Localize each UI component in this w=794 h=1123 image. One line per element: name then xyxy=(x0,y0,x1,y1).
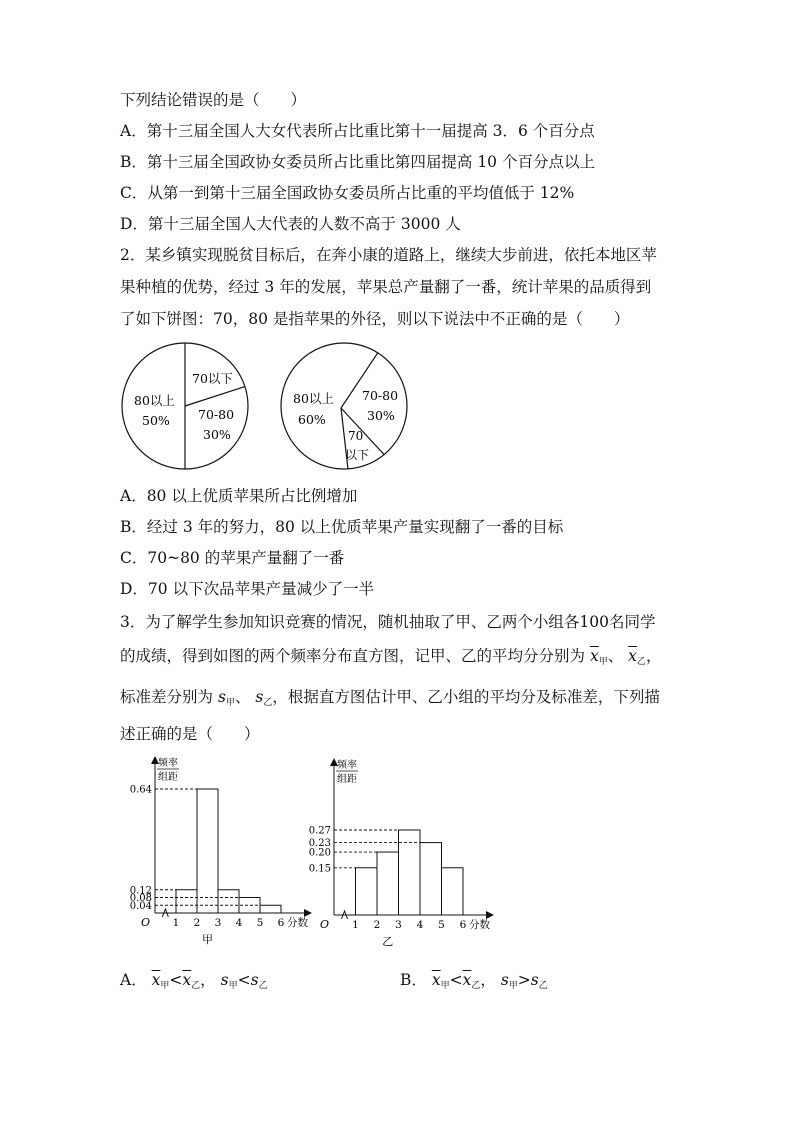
q3-option-b-label: B． xyxy=(400,971,427,989)
sd-yi-subscript: 乙 xyxy=(258,981,268,991)
q3-option-b xyxy=(400,970,548,996)
pie2-value-80plus: 60% xyxy=(298,412,326,427)
q3-option-a xyxy=(120,970,268,996)
histogram-bar xyxy=(218,890,239,913)
pie1-divider-mid xyxy=(185,387,245,406)
x-axis-label: 分数 xyxy=(287,917,308,929)
histogram-bar xyxy=(442,868,464,915)
y-tick-label: 0.15 xyxy=(308,863,331,875)
x-tick-label: 5 xyxy=(438,919,445,931)
histogram-yi xyxy=(309,758,492,948)
q1-option-c: C．从第一到第十三届全国政协女委员所占比重的平均值低于 12% xyxy=(120,184,575,202)
y-tick-label: 0.08 xyxy=(129,893,152,904)
y-label-bottom: 组距 xyxy=(158,772,178,783)
histogram-bar xyxy=(377,852,399,915)
pie2-value-70-80: 30% xyxy=(367,408,395,423)
x-tick-label: 6 xyxy=(459,919,467,931)
mean-jia-subscript: 甲 xyxy=(598,657,608,667)
x-tick-label: 3 xyxy=(214,917,222,929)
q1-option-b: B．第十三届全国政协女委员所占比重比第四届提高 10 个百分点以上 xyxy=(120,153,595,171)
mean-jia-subscript: 甲 xyxy=(440,981,450,991)
pie1-label-70-80: 70-80 xyxy=(198,407,235,422)
x-tick-label: 2 xyxy=(373,919,381,931)
sd-jia-symbol: s xyxy=(217,688,226,706)
x-tick-label: 4 xyxy=(416,919,424,931)
q2-option-c: C．70~80 的苹果产量翻了一番 xyxy=(120,549,345,567)
histogram-bar xyxy=(176,890,197,913)
q1-option-a: A．第十三届全国人大女代表所占比重比第十一届提高 3．6 个百分点 xyxy=(120,122,595,140)
sd-yi-symbol: s xyxy=(250,971,259,989)
q3-stem-line2-text: 的成绩，得到如图的两个频率分布直方图，记甲、乙的平均分分别为 xyxy=(120,647,586,665)
y-tick-label: 0.23 xyxy=(308,838,331,850)
histogram-bar xyxy=(260,905,281,913)
histogram-bar xyxy=(356,868,378,915)
mean-jia-symbol: $\overline{x}$ xyxy=(589,647,599,665)
y-tick-label: 0.04 xyxy=(129,900,152,912)
x-tick-label: 1 xyxy=(352,919,359,931)
pie-chart-after xyxy=(281,343,407,469)
x-tick-label: 2 xyxy=(193,917,201,929)
histogram-bar xyxy=(197,789,218,913)
x-tick-label: 4 xyxy=(235,917,243,929)
origin-label: O xyxy=(141,916,151,929)
q3-stem-line2 xyxy=(120,646,661,672)
sd-jia-symbol: s xyxy=(500,971,509,989)
mean-jia-subscript: 甲 xyxy=(160,981,170,991)
sd-yi-subscript: 乙 xyxy=(538,981,548,991)
y-tick-label: 0.27 xyxy=(308,825,331,837)
q1-option-d: D．第十三届全国人大代表的人数不高于 3000 人 xyxy=(120,215,461,233)
q3-stem-line2-end: ， xyxy=(645,647,662,665)
less-than-sign: < xyxy=(449,971,463,989)
mean-yi-subscript: 乙 xyxy=(636,657,646,667)
q2-option-a: A．80 以上优质苹果所占比例增加 xyxy=(120,487,358,505)
pie2-label-70minus-line1: 70 xyxy=(348,429,364,443)
sd-jia-subscript: 甲 xyxy=(508,981,518,991)
pie2-outline xyxy=(281,343,407,469)
histogram-title: 甲 xyxy=(202,933,213,946)
y-label-top: 频率 xyxy=(158,758,178,769)
q2-option-d: D．70 以下次品苹果产量减少了一半 xyxy=(120,580,375,598)
comma: ， xyxy=(200,971,216,989)
y-tick-label: 0.64 xyxy=(129,784,152,796)
mean-yi-symbol: $\overline{x}$ xyxy=(182,971,192,989)
histogram-title: 乙 xyxy=(382,935,394,948)
mean-yi-subscript: 乙 xyxy=(471,981,481,991)
x-tick-label: 3 xyxy=(395,919,402,931)
pie1-label-80plus: 80以上 xyxy=(134,393,175,408)
q3-option-a-label: A． xyxy=(120,971,147,989)
x-tick-label: 1 xyxy=(172,917,180,929)
pie1-value-70-80: 30% xyxy=(203,427,231,442)
q2-stem-line1: 2．某乡镇实现脱贫目标后，在奔小康的道路上，继续大步前进，依托本地区苹 xyxy=(120,246,657,264)
y-label-top: 频率 xyxy=(337,760,357,771)
histogram-bar xyxy=(420,843,442,915)
q3-stem-line3-text: 标准差分别为 xyxy=(120,688,214,706)
mean-jia-symbol: $\overline{x}$ xyxy=(151,971,161,989)
sd-jia-symbol: s xyxy=(220,971,229,989)
y-tick-label: 0.12 xyxy=(129,885,152,897)
q2-option-b: B．经过 3 年的努力，80 以上优质苹果产量实现翻了一番的目标 xyxy=(120,518,564,536)
q2-stem-line3: 了如下饼图：70，80 是指苹果的外径，则以下说法中不正确的是（ ） xyxy=(120,310,630,328)
separator: 、 xyxy=(607,647,624,665)
pie2-label-80plus: 80以上 xyxy=(293,391,334,406)
less-than-sign: < xyxy=(169,971,183,989)
sd-yi-subscript: 乙 xyxy=(263,698,273,708)
x-tick-label: 5 xyxy=(256,917,264,929)
x-tick-label: 6 xyxy=(277,917,285,929)
q1-stem-tail: 下列结论错误的是（ ） xyxy=(120,91,307,109)
less-than-sign: < xyxy=(237,971,251,989)
mean-yi-symbol: $\overline{x}$ xyxy=(462,971,472,989)
q3-stem-line3 xyxy=(120,687,660,713)
pie-charts xyxy=(120,340,420,472)
y-tick-label: 0.20 xyxy=(308,847,331,859)
pie1-value-80plus: 50% xyxy=(142,413,170,428)
origin-label: O xyxy=(320,918,330,931)
greater-than-sign: > xyxy=(517,971,531,989)
q3-stem-line3-end: ，根据直方图估计甲、乙小组的平均分及标准差，下列描 xyxy=(272,688,660,706)
separator: 、 xyxy=(234,688,251,706)
y-label-bottom: 组距 xyxy=(337,774,357,785)
mean-yi-symbol: $\overline{x}$ xyxy=(628,647,637,665)
histogram-jia xyxy=(130,756,310,946)
sd-yi-symbol: s xyxy=(530,971,539,989)
q3-stem-line4: 述正确的是（ ） xyxy=(120,725,260,743)
comma: ， xyxy=(480,971,496,989)
q3-stem-line1: 3．为了解学生参加知识竞赛的情况，随机抽取了甲、乙两个小组各100名同学 xyxy=(120,613,656,631)
sd-jia-subscript: 甲 xyxy=(228,981,238,991)
mean-jia-symbol: $\overline{x}$ xyxy=(431,971,441,989)
pie1-label-70minus: 70以下 xyxy=(192,371,233,386)
q2-stem-line2: 果种植的优势，经过 3 年的发展，苹果总产量翻了一番，统计苹果的品质得到 xyxy=(120,278,652,296)
x-axis-label: 分数 xyxy=(469,919,490,931)
pie-chart-before xyxy=(122,343,248,469)
pie2-label-70minus-line2: 以下 xyxy=(345,448,370,462)
pie2-label-70-80: 70-80 xyxy=(362,388,399,403)
histograms xyxy=(120,752,500,952)
mean-yi-subscript: 乙 xyxy=(191,981,201,991)
sd-yi-symbol: s xyxy=(255,688,264,706)
sd-jia-subscript: 甲 xyxy=(225,698,235,708)
